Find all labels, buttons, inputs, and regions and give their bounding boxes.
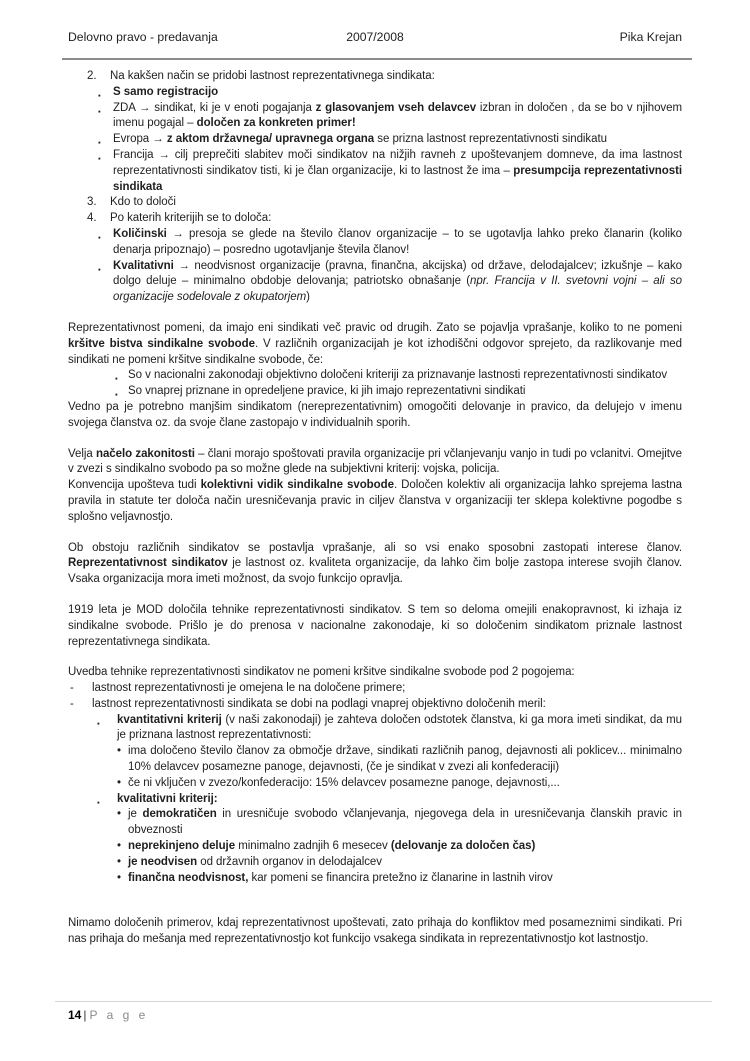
text-run: neprekinjeno deluje minimalno zadnjih 6 mesecev (delovanje za določen čas) <box>128 840 536 853</box>
blank-line <box>68 886 682 901</box>
bullet-list-item <box>68 713 682 745</box>
bullet-marker: - <box>70 682 74 695</box>
bullet-marker: ▪ <box>115 374 118 384</box>
header-course-title: Delovno pravo - predavanja <box>68 30 218 44</box>
list-number: 4. <box>87 212 97 225</box>
bullet-marker: • <box>117 840 121 853</box>
bullet-list-item <box>68 792 682 808</box>
bullet-marker: ▪ <box>98 138 101 148</box>
bullet-marker: • <box>117 776 121 789</box>
text-run: So vnaprej priznane in opredeljene pravice, ki jih imajo reprezentativni sindikati <box>128 385 526 398</box>
paragraph <box>68 447 682 479</box>
bullet-marker: • <box>117 745 121 758</box>
bullet-list-item <box>68 259 682 306</box>
blank-line <box>68 306 682 321</box>
list-number: 3. <box>87 196 97 209</box>
paragraph <box>68 321 682 368</box>
text-run: Kdo to določi <box>110 196 176 209</box>
page-number: 14 <box>68 1008 82 1022</box>
bullet-marker: • <box>117 808 121 821</box>
blank-line <box>68 526 682 541</box>
text-run: Francija → cilj preprečiti slabitev moči sindikatov na nižjih ravneh z upoštevanjem domneve, da ima lastnost reprezentativnosti sindikatov tisti, ki je član organizacije, ki to lastnost že ima – presumpcija reprezentativnosti sindikata <box>113 148 683 193</box>
text-run: Količinski → presoja se glede na število članov organizacije – to se ugotavlja lahko preko članarin (koliko denarja pripoznajo) – posredno ugotavljanje števila članov! <box>113 227 682 256</box>
blank-line <box>68 650 682 665</box>
bullet-marker: ▪ <box>98 106 101 116</box>
text-run: ima določeno število članov za območje države, sindikati različnih panog, dejavnosti ali poklicev... minimalno 10% delavcev posamezne panoge, dejavnosti, (če je sindikat v zvezi ali konfederaciji) <box>128 745 682 774</box>
paragraph <box>68 478 682 525</box>
numbered-list-item <box>68 195 682 211</box>
header-author-name: Pika Krejan <box>619 30 682 44</box>
text-run: Po katerih kriterijih se to določa: <box>110 212 272 225</box>
bullet-list-item <box>68 148 682 195</box>
bullet-list-item <box>68 85 682 101</box>
bullet-list-item <box>68 776 682 792</box>
page-footer <box>55 1001 712 1022</box>
footer-page-label: P a g e <box>89 1008 149 1022</box>
paragraph <box>68 400 682 432</box>
text-run: Konvencija upošteva tudi kolektivni vidik sindikalne svobode. Določen kolektiv ali organizacija lahko sprejema lastna pravila in statute ter določa način uresničevanja pravic in ciljev članstva v organizaciji ter sklepa kolektivne pogodbe s splošno veljavnostjo. <box>68 479 683 523</box>
text-run: kvantitativni kriterij (v naši zakonodaji) je zahteva določen odstotek članstva, ki ga mora imeti sindikat, da mu je priznana lastnost reprezentativnosti: <box>117 713 682 742</box>
text-run: lastnost reprezentativnosti sindikata se dobi na podlagi vnaprej objektivno določenih meril: <box>92 697 546 710</box>
text-run: Ob obstoju različnih sindikatov se postavlja vprašanje, ali so vsi enako sposobni zastopati interese članov. Reprezentativnost sindikatov je lastnost oz. kvaliteta organizacije, da lahko čim bolje zastopa interese svojih članov. Vsaka organizacija mora imeti možnost, da svojo funkcijo opravlja. <box>68 541 683 586</box>
numbered-list-item <box>68 211 682 227</box>
text-run: Kvalitativni → neodvisnost organizacije (pravna, finančna, akcijska) od države, delodajalcev; izkušnje – kako dolgo deluje – minimalno obdobje delovanja; patriotsko obnašanje (npr. Francija v II. svetovni vojni – ali so organizacije sodelovale z okupatorjem) <box>113 259 682 304</box>
bullet-list-item <box>68 384 682 400</box>
bullet-marker: ▪ <box>98 90 101 100</box>
bullet-list-item <box>68 697 682 713</box>
bullet-list-item <box>68 807 682 839</box>
text-run: Velja načelo zakonitosti – člani morajo spoštovati pravila organizacije pri včlanjevanju vanjo in tudi po vclanitvi. Omejitve v zvezi s sindikalno svobodo pa so možne glede na subjektivni kriterij: vojska, policija. <box>68 447 682 476</box>
text-run: Vedno pa je potrebno manjšim sindikatom (nereprezentativnim) omogočiti delovanje in pravico, da delujejo v imenu svojega članstva oz. da svoje člane zastopajo v individualnih sporih. <box>68 400 682 429</box>
bullet-marker: ▪ <box>97 797 100 807</box>
bullet-list-item <box>68 368 682 384</box>
text-run: finančna neodvisnost, kar pomeni se financira pretežno iz članarine in lastnih virov <box>128 871 553 884</box>
text-run: Nimamo določenih primerov, kdaj reprezentativnost upoštevati, zato prihaja do konfliktov med posameznimi sindikati. Pri nas prihaja do mešanja med reprezentativnostjo kot funkcijo vsakega sindikata in reprezentativnostjo kot lastnostjo. <box>68 917 682 946</box>
paragraph <box>68 665 682 681</box>
bullet-marker: ▪ <box>98 232 101 242</box>
footer-separator: | <box>83 1008 87 1022</box>
paragraph <box>68 541 682 588</box>
bullet-list-item <box>68 855 682 871</box>
text-run: kvalitativni kriterij: <box>117 792 218 805</box>
text-run: Uvedba tehnike reprezentativnosti sindikatov ne pomeni kršitve sindikalne svobode pod 2 pogojema: <box>68 666 575 679</box>
header-rule <box>62 58 692 60</box>
bullet-marker: ▪ <box>98 153 101 163</box>
text-run: So v nacionalni zakonodaji objektivno določeni kriteriji za priznavanje lastnosti reprezentativnosti sindikatov <box>128 369 668 382</box>
bullet-list-item <box>68 227 682 259</box>
paragraph <box>68 916 682 948</box>
paragraph <box>68 603 682 650</box>
document-content <box>68 69 682 948</box>
text-run: Reprezentativnost pomeni, da imajo eni sindikati več pravic od drugih. Zato se pojavlja vprašanje, koliko to ne pomeni kršitve bistva sindikalne svobode. V različnih organizacijah je kot izhodiščni odgovor sprejeto, da razlikovanje med sindikati ne pomeni kršitve sindikalne svobode, če: <box>68 321 682 366</box>
bullet-list-item <box>68 871 682 887</box>
text-run: 1919 leta je MOD določila tehnike reprezentativnosti sindikatov. S tem so deloma omejili enakopravnost, ki izhaja iz sindikalne svobode. Prišlo je do prenosa v nacionalne zakonodaje, ki so določenim sindikatom priznale lastnost reprezentativnega sindikata. <box>68 603 682 648</box>
header-academic-year: 2007/2008 <box>346 30 404 44</box>
text-run: Evropa → z aktom državnega/ upravnega organa se prizna lastnost reprezentativnosti sindikatu <box>113 133 607 146</box>
bullet-marker: ▪ <box>98 264 101 274</box>
blank-line <box>68 901 682 916</box>
bullet-marker: • <box>117 855 121 868</box>
text-run: če ni vključen v zvezo/konfederacijo: 15% delavcev posamezne panoge, dejavnosti,... <box>128 776 560 789</box>
text-run: ZDA → sindikat, ki je v enoti pogajanja z glasovanjem vseh delavcev izbran in določen , da se bo v njihovem imenu pogajal – določen za konkreten primer! <box>113 101 682 130</box>
page-header <box>68 30 682 48</box>
text-run: S samo registracijo <box>113 85 219 98</box>
bullet-list-item <box>68 101 682 133</box>
bullet-marker: - <box>70 697 74 710</box>
blank-line <box>68 588 682 603</box>
bullet-list-item <box>68 744 682 776</box>
list-number: 2. <box>87 70 97 82</box>
text-run: je demokratičen in uresničuje svobodo včlanjevanja, njegovega dela in uresničevanja članskih pravic in obveznosti <box>128 808 683 837</box>
footer-text <box>55 1002 712 1022</box>
blank-line <box>68 432 682 447</box>
numbered-list-item <box>68 69 682 85</box>
bullet-marker: • <box>117 871 121 884</box>
text-run: lastnost reprezentativnosti je omejena le na določene primere; <box>92 682 406 695</box>
text-run: je neodvisen od državnih organov in delodajalcev <box>128 855 382 868</box>
text-run: Na kakšen način se pridobi lastnost reprezentativnega sindikata: <box>110 70 435 82</box>
bullet-list-item <box>68 132 682 148</box>
bullet-marker: ▪ <box>115 390 118 400</box>
bullet-list-item <box>68 681 682 697</box>
bullet-list-item <box>68 839 682 855</box>
bullet-marker: ▪ <box>97 718 100 728</box>
